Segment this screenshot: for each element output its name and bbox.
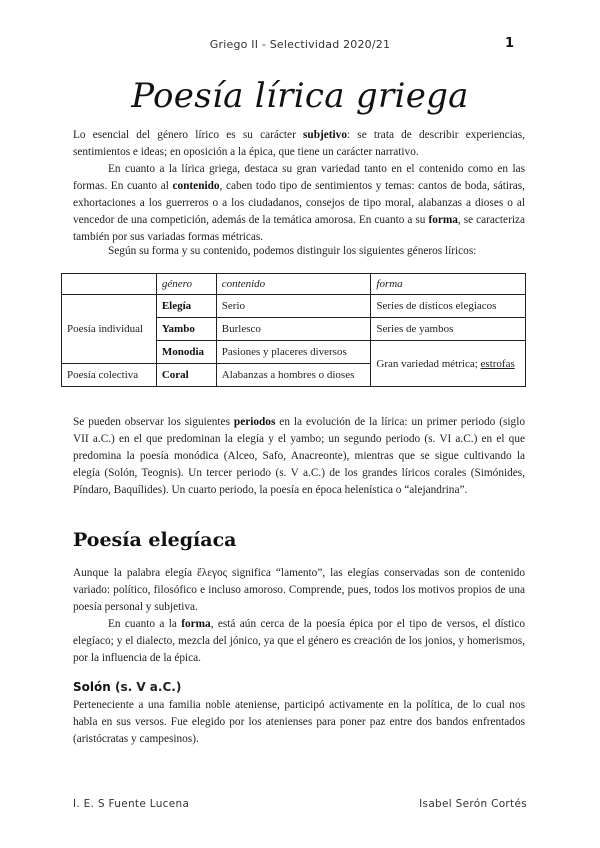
solon-paragraph: Perteneciente a una familia noble ateniense, participó activamente en la política, de lo cual nos habla en sus versos. Fue elegido por los atenienses para poner paz entre dos bandos enfrentados (aristócratas y campesinos).: [73, 699, 525, 745]
content-cell: Alabanzas a hombres o dioses: [216, 364, 371, 387]
table-header-genre: género: [156, 274, 216, 295]
table-header-form: forma: [371, 274, 526, 295]
genre-cell: Monodia: [156, 341, 216, 364]
genre-cell: Coral: [156, 364, 216, 387]
genre-cell: Elegía: [156, 295, 216, 318]
table-row: [62, 295, 526, 318]
table-header-content: contenido: [216, 274, 371, 295]
genre-cell: Yambo: [156, 318, 216, 341]
content-cell: Serio: [216, 295, 371, 318]
intro-paragraph-1: Lo esencial del género lírico es su carácter subjetivo: se trata de describir experiencias, sentimientos e ideas; en oposición a la épica, que tiene un carácter narrativo.: [73, 129, 525, 158]
footer-school: I. E. S Fuente Lucena: [73, 798, 190, 810]
lyric-genres-table: [61, 273, 526, 387]
content-cell: Pasiones y placeres diversos: [216, 341, 371, 364]
keyword-forma-elegiac: forma: [181, 618, 211, 630]
group-individual: Poesía individual: [62, 295, 157, 364]
content-cell: Burlesco: [216, 318, 371, 341]
subsection-title-solon: Solón (s. V a.C.): [73, 680, 182, 694]
form-cell: Series de dísticos elegiacos: [371, 295, 526, 318]
page-number: 1: [505, 36, 515, 51]
intro-paragraph-3: Según su forma y su contenido, podemos distinguir los siguientes géneros líricos:: [108, 245, 477, 257]
page-title: Poesía lírica griega: [131, 76, 469, 116]
table-header-row: [62, 274, 526, 295]
periods-paragraph: Se pueden observar los siguientes periodos en la evolución de la lírica: un primer periodo (siglo VII a.C.) en el que predominan la elegía y el yambo; un segundo periodo (s. VI a.C.) en el que predomina la poesía monódica (Alceo, Safo, Anacreonte), mientras que se sigue cultivando la elegía (Solón, Teognis). Un tercer periodo (s. V a.C.) de los grandes líricos corales (Simónides, Píndaro, Baquílides). Un cuarto periodo, la poesía en época helenística o “alejandrina”.: [73, 416, 525, 496]
group-colectiva: Poesía colectiva: [62, 364, 157, 387]
footer-author: Isabel Serón Cortés: [419, 798, 527, 810]
form-cell: Series de yambos: [371, 318, 526, 341]
keyword-forma: forma: [428, 214, 458, 226]
elegiac-paragraph-1: Aunque la palabra elegía ἔλεγος significa “lamento”, las elegías conservadas son de contenido variado: político, filosófico e incluso amoroso. Comprende, pues, todos los motivos propios de una poesía personal y subjetiva.: [73, 567, 525, 613]
form-cell-shared: Gran variedad métrica; estrofas: [371, 341, 526, 387]
section-title-elegiac: Poesía elegíaca: [73, 529, 237, 551]
keyword-contenido: contenido: [172, 180, 220, 192]
intro-paragraph-2: En cuanto a la lírica griega, destaca su gran variedad tanto en el contenido como en las formas. En cuanto al contenido, caben todo tipo de sentimientos y temas: cantos de boda, sátiras, exhortaciones a los guerreros o a los ciudadanos, consejos de tipo moral, alabanzas a dioses o al vencedor de una competición, además de la temática amorosa. En cuanto a su forma, se caracteriza también por sus variadas formas métricas.: [73, 163, 525, 243]
header-title: Griego II - Selectividad 2020/21: [209, 38, 391, 51]
keyword-periodos: periodos: [233, 416, 276, 428]
keyword-subjetivo: subjetivo: [303, 129, 347, 141]
table-header-empty: [62, 274, 157, 295]
elegiac-paragraph-2: En cuanto a la forma, está aún cerca de la poesía épica por el tipo de versos, el dístico elegíaco; y el dialecto, mezcla del jónico, ya que el género es creación de los jonios, y homerismos, por la influencia de la épica.: [73, 618, 525, 664]
